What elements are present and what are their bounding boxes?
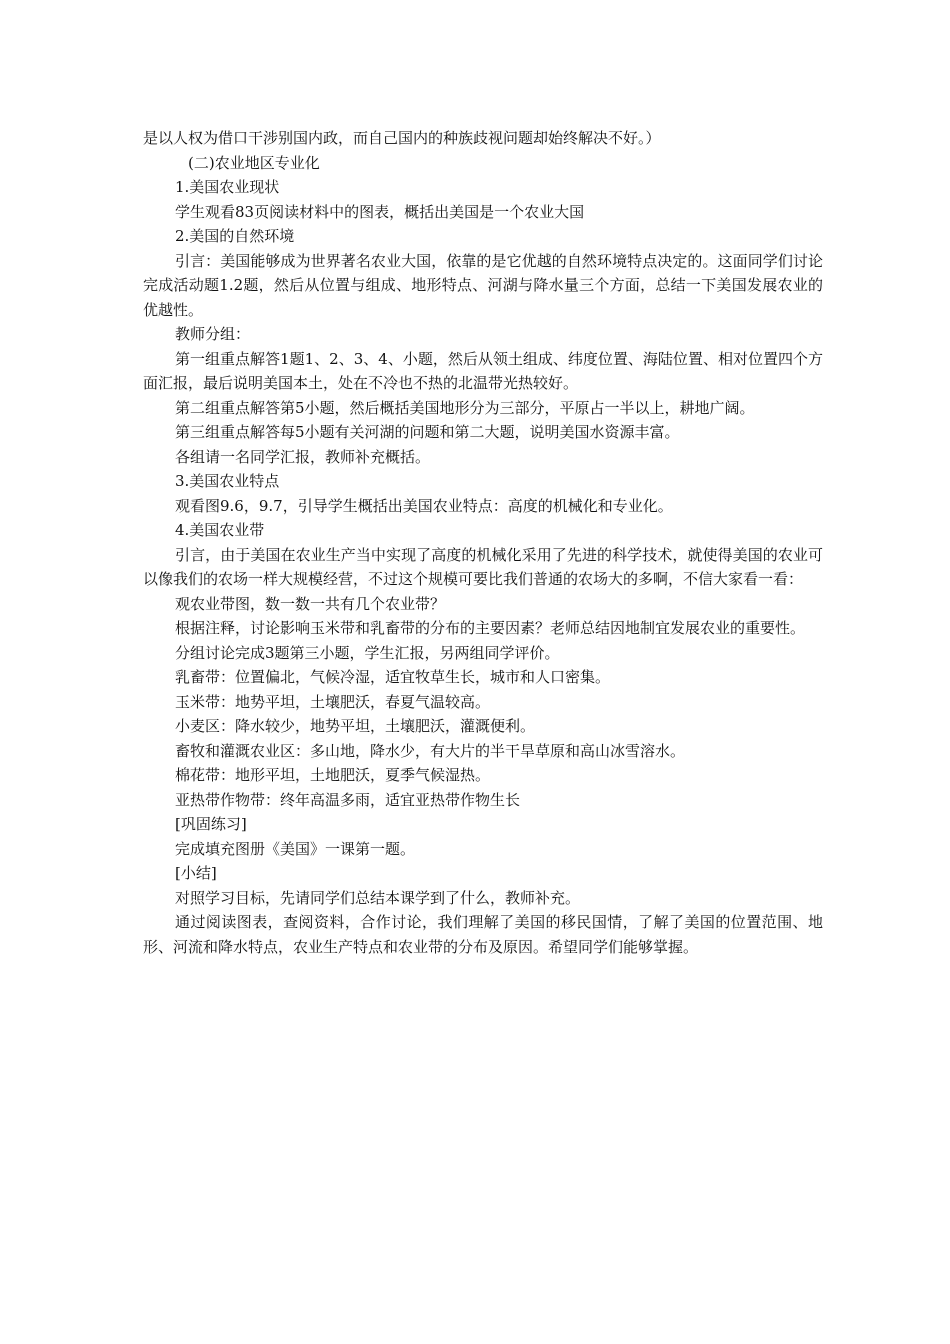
subsection-heading: 1.美国农业现状	[175, 178, 280, 196]
subsection-heading: 2.美国的自然环境	[175, 227, 295, 245]
paragraph: 观看图9.6，9.7，引导学生概括出美国农业特点：高度的机械化和专业化。	[175, 496, 673, 515]
section-label: [小结]	[175, 864, 217, 882]
paragraph: 各组请一名同学汇报，教师补充概括。	[175, 447, 431, 466]
paragraph: 是以人权为借口干涉别国内政，而自己国内的种族歧视问题却始终解决不好。）	[143, 129, 661, 147]
paragraph: 学生观看83页阅读材料中的图表，概括出美国是一个农业大国	[175, 202, 585, 221]
list-item: 小麦区：降水较少，地势平坦，土壤肥沃，灌溉便利。	[175, 717, 536, 735]
subsection-heading: 4.美国农业带	[175, 521, 265, 539]
section-label: [巩固练习]	[175, 815, 247, 833]
paragraph: 第三组重点解答每5小题有关河湖的问题和第二大题，说明美国水资源丰富。	[175, 423, 680, 441]
section-heading: (二)农业地区专业化	[188, 153, 320, 172]
paragraph: 第一组重点解答1题1、2、3、4、小题，然后从领土组成、纬度位置、海陆位置、相对位置四个方面汇报，最后说明美国本土，处在不冷也不热的北温带光热较好。	[143, 349, 823, 392]
paragraph: 引言：美国能够成为世界著名农业大国，依靠的是它优越的自然环境特点决定的。这面同学们讨论完成活动题1.2题，然后从位置与组成、地形特点、河湖与降水量三个方面，总结一下美国发展农业的优越性。	[143, 251, 823, 319]
paragraph: 通过阅读图表，查阅资料，合作讨论，我们理解了美国的移民国情，了解了美国的位置范围、地形、河流和降水特点，农业生产特点和农业带的分布及原因。希望同学们能够掌握。	[143, 913, 823, 956]
paragraph: 完成填充图册《美国》一课第一题。	[175, 839, 416, 858]
paragraph: 根据注释，讨论影响玉米带和乳畜带的分布的主要因素？老师总结因地制宜发展农业的重要性。	[175, 619, 806, 637]
paragraph: 引言，由于美国在农业生产当中实现了高度的机械化采用了先进的科学技术，就使得美国的农业可以像我们的农场一样大规模经营，不过这个规模可要比我们普通的农场大的多啊，不信大家看一看：	[143, 545, 823, 588]
list-item: 畜牧和灌溉农业区：多山地，降水少，有大片的半干旱草原和高山冰雪溶水。	[175, 741, 686, 760]
paragraph: 对照学习目标，先请同学们总结本课学到了什么，教师补充。	[175, 888, 581, 907]
paragraph: 第二组重点解答第5小题，然后概括美国地形分为三部分，平原占一半以上，耕地广阔。	[175, 398, 755, 417]
list-item: 棉花带：地形平坦，土地肥沃，夏季气候湿热。	[175, 766, 491, 784]
list-item: 乳畜带：位置偏北，气候冷湿，适宜牧草生长，城市和人口密集。	[175, 668, 611, 686]
document-body	[143, 126, 823, 959]
list-item: 亚热带作物带：终年高温多雨，适宜亚热带作物生长	[175, 790, 521, 809]
paragraph: 观农业带图，数一数一共有几个农业带？	[175, 594, 446, 613]
list-item: 玉米带：地势平坦，土壤肥沃，春夏气温较高。	[175, 692, 491, 711]
subsection-heading: 3.美国农业特点	[175, 472, 280, 490]
paragraph: 教师分组：	[175, 325, 251, 343]
paragraph: 分组讨论完成3题第三小题，学生汇报，另两组同学评价。	[175, 643, 560, 662]
